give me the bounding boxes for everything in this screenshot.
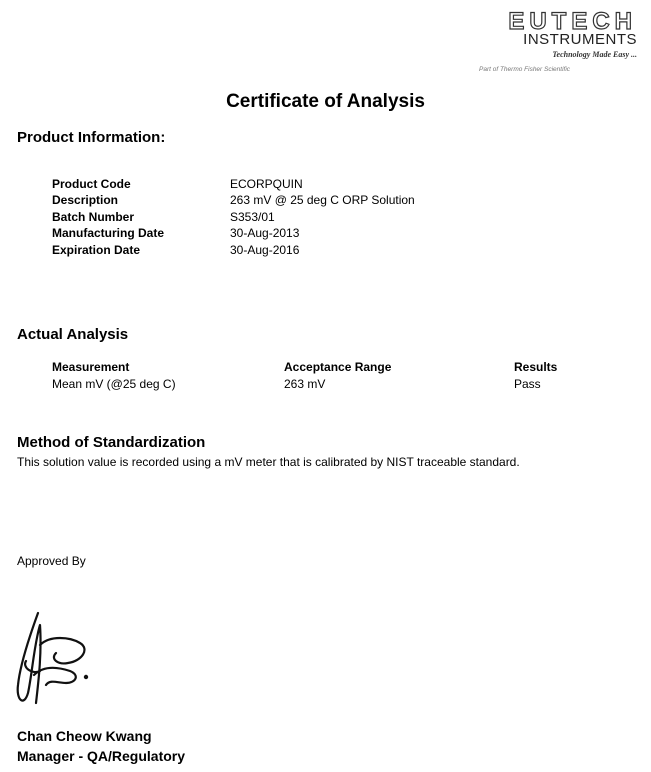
result-value: Pass (514, 377, 541, 391)
expiration-date-value: 30-Aug-2016 (230, 243, 300, 257)
analysis-heading: Actual Analysis (17, 326, 129, 343)
logo-tagline: Technology Made Easy ... (552, 50, 637, 59)
company-logo (479, 10, 639, 76)
description-label: Description (52, 193, 119, 207)
approved-by-label: Approved By (17, 554, 86, 568)
acceptance-range-value: 263 mV (284, 377, 326, 391)
acceptance-range-column-header: Acceptance Range (284, 360, 392, 374)
signature (10, 605, 110, 715)
manufacturing-date-label: Manufacturing Date (52, 226, 165, 240)
logo-parent-company: Part of Thermo Fisher Scientific (479, 66, 571, 73)
product-code-label: Product Code (52, 177, 131, 191)
approver-name: Chan Cheow Kwang (17, 728, 152, 744)
approver-role: Manager - QA/Regulatory (17, 748, 186, 764)
batch-number-value: S353/01 (230, 210, 275, 224)
description-value: 263 mV @ 25 deg C ORP Solution (230, 193, 415, 207)
page-title: Certificate of Analysis (226, 91, 425, 112)
manufacturing-date-value: 30-Aug-2013 (230, 226, 300, 240)
method-text: This solution value is recorded using a mV meter that is calibrated by NIST traceable standard. (17, 455, 520, 469)
product-info-heading: Product Information: (17, 129, 166, 146)
batch-number-label: Batch Number (52, 210, 135, 224)
results-column-header: Results (514, 360, 558, 374)
method-heading: Method of Standardization (17, 434, 206, 451)
logo-sub: INSTRUMENTS (523, 31, 637, 48)
expiration-date-label: Expiration Date (52, 243, 141, 257)
logo-brand: EUTECH (508, 8, 637, 35)
measurement-value: Mean mV (@25 deg C) (52, 377, 176, 391)
measurement-column-header: Measurement (52, 360, 130, 374)
product-code-value: ECORPQUIN (230, 177, 303, 191)
